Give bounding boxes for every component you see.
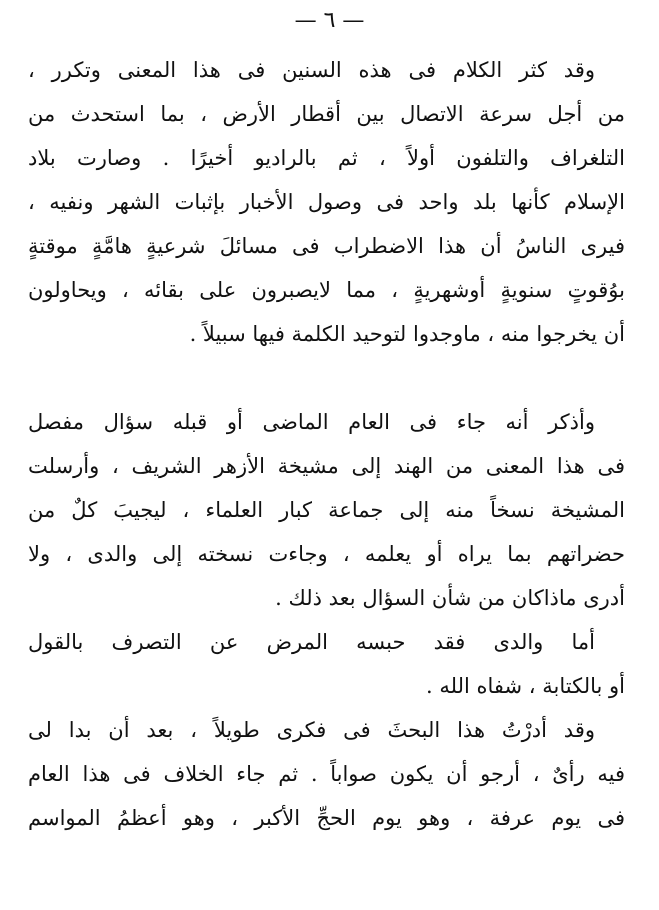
- paragraph: [28, 400, 625, 620]
- text-line: وقد كثر الكلام فى هذه السنين فى هذا المعنى وتكرر ،: [28, 58, 595, 82]
- text-line: فى هذا المعنى من الهند إلى مشيخة الأزهر الشريف ، وأرسلت: [28, 454, 625, 478]
- page-number: — ٦ —: [294, 8, 365, 33]
- text-line: التلغراف والتلفون أولاً ، ثم بالراديو أخيرًا . وصارت بلاد: [28, 146, 625, 170]
- text-line: فى يوم عرفة ، وهو يوم الحجِّ الأكبر ، وهو أعظمُ المواسم: [28, 806, 625, 830]
- text-line: فيرى الناسُ أن هذا الاضطراب فى مسائلَ شرعيةٍ هامَّةٍ موقتةٍ: [28, 234, 625, 258]
- text-line: أما والدى فقد حبسه المرض عن التصرف بالقول: [28, 630, 595, 654]
- paragraph: [28, 708, 625, 840]
- text-line: وقد أدرْتُ هذا البحثَ فى فكرى طويلاً ، بعد أن بدا لى: [28, 718, 595, 742]
- text-line: المشيخة نسخاً منه إلى جماعة كبار العلماء ، ليجيبَ كلٌ من: [28, 498, 625, 522]
- text-line: حضراتهم بما يراه أو يعلمه ، وجاءت نسخته إلى والدى ، ولا: [28, 542, 625, 566]
- text-line: من أجل سرعة الاتصال بين أقطار الأرض ، بما استحدث من: [28, 102, 625, 126]
- text-line: أو بالكتابة ، شفاه الله .: [426, 674, 625, 698]
- text-line: وأذكر أنه جاء فى العام الماضى أو قبله سؤال مفصل: [28, 410, 595, 434]
- paragraph: [28, 620, 625, 708]
- text-line: فيه رأىٌ ، أرجو أن يكون صواباً . ثم جاء الخلاف فى هذا العام: [28, 762, 625, 786]
- paragraph: [28, 48, 625, 356]
- text-line: أدرى ماذاكان من شأن السؤال بعد ذلك .: [275, 586, 625, 610]
- text-line: بوُقوتٍ سنويةٍ أوشهريةٍ ، مما لايصبرون على بقائه ، ويحاولون: [28, 278, 625, 302]
- text-line: أن يخرجوا منه ، ماوجدوا لتوحيد الكلمة فيها سبيلاً .: [189, 322, 625, 346]
- text-line: الإسلام كأنها بلد واحد فى وصول الأخبار بإثبات الشهر ونفيه ،: [28, 190, 625, 214]
